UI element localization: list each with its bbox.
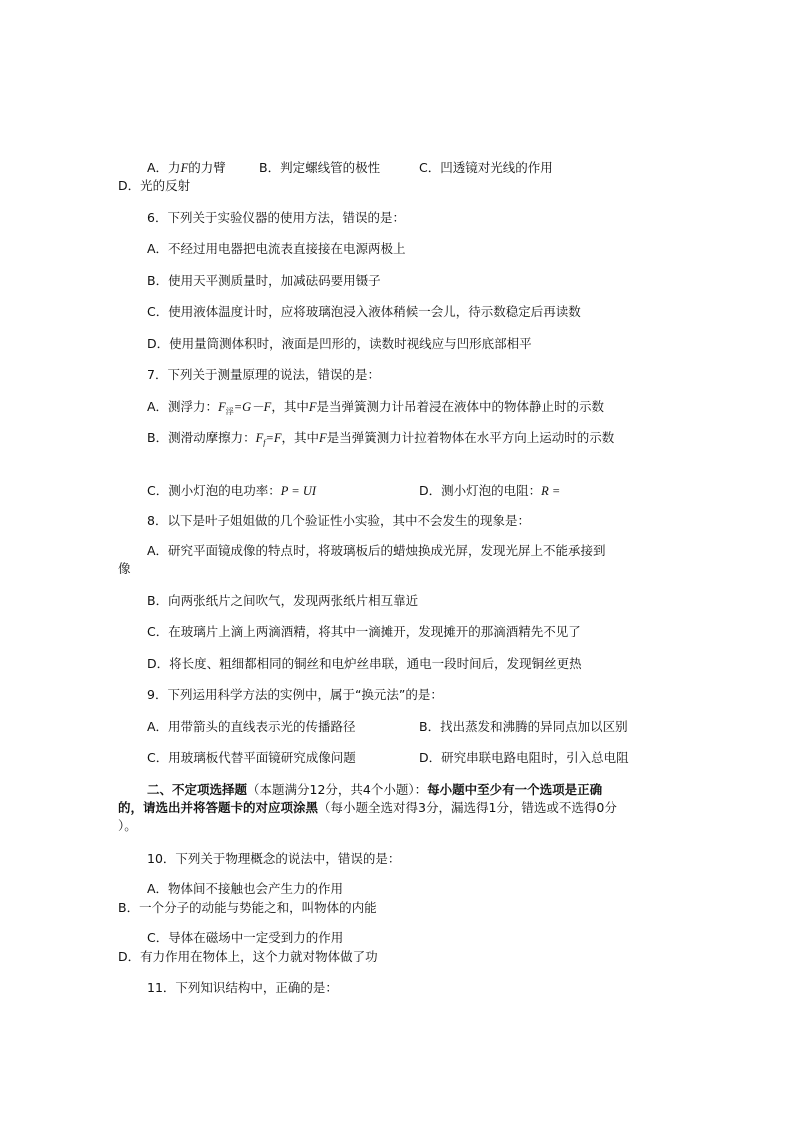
q7-a-sub: 浮 [225, 407, 234, 416]
q7-b-sub: f [263, 438, 266, 447]
q8-option-d: D．将长度、粗细都相同的铜丝和电炉丝串联，通电一段时间后，发现铜丝更热 [147, 656, 582, 671]
q7-a-tail: 是当弹簧测力计吊着浸在液体中的物体静止时的示数 [316, 399, 604, 414]
q8-option-a-cont: 像 [118, 561, 131, 576]
q7-stem: 7．下列关于测量原理的说法，错误的是： [147, 367, 380, 382]
q9-option-b: B．找出蒸发和沸腾的异同点加以区别 [419, 719, 628, 734]
q9-stem: 9．下列运用科学方法的实例中，属于“换元法”的是： [147, 687, 443, 702]
q7-option-b [147, 430, 614, 451]
q7-a-var: F [308, 400, 317, 414]
q11-stem: 11．下列知识结构中，正确的是： [147, 980, 338, 995]
q7-b-equation: =F [265, 431, 282, 445]
q9-option-d: D．研究串联电路电阻时，引入总电阻 [419, 750, 629, 765]
q5-option-b: B．判定螺线管的极性 [259, 160, 381, 175]
q7-c-prefix: C．测小灯泡的电功率： [147, 483, 281, 498]
q8-stem: 8．以下是叶子姐姐做的几个验证性小实验，其中不会发生的现象是： [147, 513, 530, 528]
q10-option-d: D．有力作用在物体上，这个力就对物体做了功 [118, 949, 378, 964]
q7-b-prefix: B．测滑动摩擦力： [147, 430, 256, 445]
q9-option-c: C．用玻璃板代替平面镜研究成像问题 [147, 750, 356, 765]
section2-instruction-1: 每小题中至少有一个选项是正确 [427, 782, 603, 797]
q6-option-b: B．使用天平测质量时，加减砝码要用镊子 [147, 273, 381, 288]
q7-c-formula: P = UI [280, 484, 317, 498]
q10-option-c: C．导体在磁场中一定受到力的作用 [147, 930, 344, 945]
section2-line1 [147, 782, 602, 798]
q8-option-b: B．向两张纸片之间吹气，发现两张纸片相互靠近 [147, 593, 419, 608]
q8-option-c: C．在玻璃片上滴上两滴酒精，将其中一滴摊开，发现摊开的那滴酒精先不见了 [147, 624, 581, 639]
q8-option-a: A．研究平面镜成像的特点时，将玻璃板后的蜡烛换成光屏，发现光屏上不能承接到 [147, 543, 606, 558]
q7-option-a [147, 399, 604, 420]
q5-option-a-var: F [180, 161, 189, 175]
q7-a-equation: =G－F [233, 400, 272, 414]
q5-option-c: C．凹透镜对光线的作用 [419, 160, 553, 175]
q10-stem: 10．下列关于物理概念的说法中，错误的是： [147, 851, 401, 866]
q7-option-c [147, 483, 316, 499]
q7-a-prefix: A．测浮力： [147, 399, 219, 414]
q6-option-a: A．不经过用电器把电流表直接接在电源两极上 [147, 241, 406, 256]
q7-a-force: F [218, 400, 226, 414]
section2-instruction-2: 的，请选出并将答题卡的对应项涂黑 [118, 800, 319, 815]
section2-title: 二、不定项选择题 [147, 782, 248, 797]
section2-scoring: （每小题全选对得3分，漏选得1分，错选或不选得0分 [318, 800, 617, 815]
section2-line3: ）。 [118, 818, 137, 833]
q7-d-prefix: D．测小灯泡的电阻： [419, 483, 542, 498]
q7-a-mid: ，其中 [271, 399, 309, 414]
q7-d-formula: R = [541, 484, 561, 498]
q5-option-a-label: A．力 [147, 160, 181, 175]
q7-b-var: F [319, 431, 327, 445]
q5-option-a-tail: 的力臂 [188, 160, 226, 175]
q5-option-a [147, 160, 226, 176]
q7-option-d [419, 483, 560, 499]
section2-line2 [118, 800, 617, 816]
q5-option-d: D．光的反射 [118, 178, 191, 193]
q6-option-c: C．使用液体温度计时，应将玻璃泡浸入液体稍候一会儿，待示数稳定后再读数 [147, 304, 581, 319]
q10-option-b: B．一个分子的动能与势能之和，叫物体的内能 [118, 900, 377, 915]
q9-option-a: A．用带箭头的直线表示光的传播路径 [147, 719, 356, 734]
section2-score-note: （本题满分12分，共4个小题）： [247, 782, 428, 797]
q7-b-mid: ，其中 [281, 430, 320, 445]
q7-b-tail: 是当弹簧测力计拉着物体在水平方向上运动时的示数 [326, 430, 615, 445]
q10-option-a: A．物体间不接触也会产生力的作用 [147, 881, 344, 896]
q6-stem: 6．下列关于实验仪器的使用方法，错误的是： [147, 210, 405, 225]
q6-option-d: D．使用量筒测体积时，液面是凹形的，读数时视线应与凹形底部相平 [147, 336, 532, 351]
q7-b-force: F [255, 431, 264, 445]
